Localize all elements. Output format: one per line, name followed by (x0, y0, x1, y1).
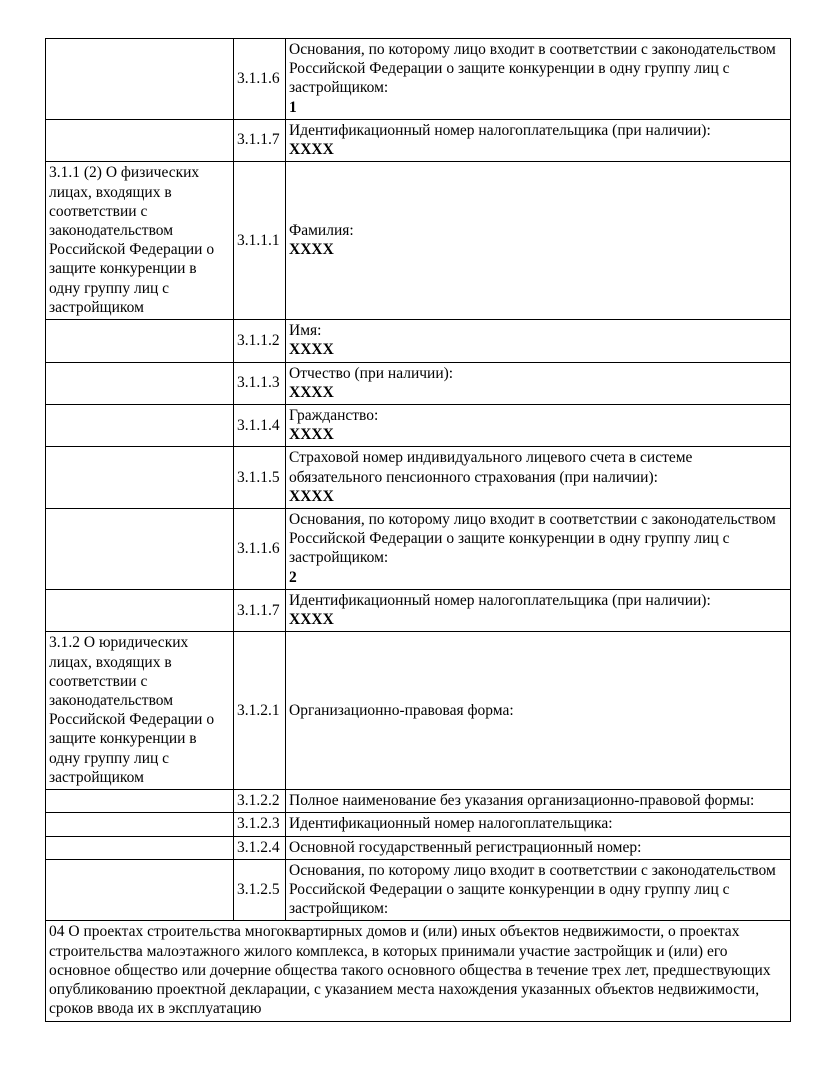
table-row (46, 362, 791, 404)
section-description: 3.1.1 (2) О физических лицах, входящих в соответствии с законодательством Российской Федерации о защите конкуренции в одну группу лиц с застройщиком (46, 162, 234, 320)
field-label: Идентификационный номер налогоплательщика: (289, 815, 613, 833)
item-number: 3.1.1.2 (234, 320, 286, 362)
field-label: Полное наименование без указания организационно-правовой формы: (289, 792, 755, 810)
item-content (286, 509, 791, 590)
item-number: 3.1.2.2 (234, 790, 286, 813)
table-row (46, 859, 791, 921)
field-label: Гражданство: (289, 406, 379, 424)
item-content (286, 447, 791, 509)
item-number: 3.1.1.6 (234, 39, 286, 120)
item-content (286, 813, 791, 836)
field-label: Отчество (при наличии): (289, 364, 454, 382)
item-number: 3.1.2.4 (234, 836, 286, 859)
section-description: 3.1.2 О юридических лицах, входящих в соответствии с законодательством Российской Федерации о защите конкуренции в одну группу лиц с застройщиком (46, 632, 234, 790)
item-number: 3.1.1.5 (234, 447, 286, 509)
item-number: 3.1.1.7 (234, 589, 286, 631)
field-label: Идентификационный номер налогоплательщика (при наличии): (289, 591, 711, 609)
section-description (46, 509, 234, 590)
table-row (46, 790, 791, 813)
table-row (46, 404, 791, 446)
item-number: 3.1.1.4 (234, 404, 286, 446)
table-row-section-04 (46, 921, 791, 1021)
table-row (46, 813, 791, 836)
table-row (46, 836, 791, 859)
item-content (286, 632, 791, 790)
field-label: Организационно-правовая форма: (289, 701, 514, 719)
section-description (46, 320, 234, 362)
section-description (46, 836, 234, 859)
item-number: 3.1.2.3 (234, 813, 286, 836)
item-content (286, 320, 791, 362)
field-label: Основания, по которому лицо входит в соответствии с законодательством Российской Федерации о защите конкуренции в одну группу лиц с застройщиком: (289, 41, 776, 97)
table-row (46, 447, 791, 509)
item-number: 3.1.1.6 (234, 509, 286, 590)
section-description (46, 813, 234, 836)
table-row (46, 119, 791, 161)
item-content (286, 119, 791, 161)
field-label: Страховой номер индивидуального лицевого счета в системе обязательного пенсионного страхования (при наличии): (289, 449, 693, 486)
table-row (46, 320, 791, 362)
item-number: 3.1.2.1 (234, 632, 286, 790)
item-content (286, 362, 791, 404)
section-description (46, 404, 234, 446)
field-value: ХХХХ (289, 241, 334, 259)
item-content (286, 859, 791, 921)
table-row (46, 632, 791, 790)
field-value: ХХХХ (289, 426, 334, 444)
item-number: 3.1.1.1 (234, 162, 286, 320)
declaration-table (45, 38, 791, 1022)
section-04-heading: 04 О проектах строительства многоквартирных домов и (или) иных объектов недвижимости, о проектах строительства малоэтажного жилого комплекса, в которых принимали участие застройщик и (или) его основное общество или дочерние общества такого основного общества в течение трех лет, предшествующих опубликованию проектной декларации, с указанием места нахождения указанных объектов недвижимости, сроков ввода их в эксплуатацию (46, 921, 791, 1021)
field-value: ХХХХ (289, 341, 334, 359)
field-value: 2 (289, 568, 297, 586)
item-content (286, 39, 791, 120)
field-label: Основания, по которому лицо входит в соответствии с законодательством Российской Федерации о защите конкуренции в одну группу лиц с застройщиком: (289, 861, 776, 918)
table-row (46, 162, 791, 320)
field-label: Основания, по которому лицо входит в соответствии с законодательством Российской Федерации о защите конкуренции в одну группу лиц с застройщиком: (289, 511, 776, 567)
item-content (286, 162, 791, 320)
section-description (46, 447, 234, 509)
item-content (286, 589, 791, 631)
section-description (46, 790, 234, 813)
field-label: Основной государственный регистрационный номер: (289, 838, 642, 856)
item-content (286, 836, 791, 859)
table-row (46, 509, 791, 590)
item-number: 3.1.1.7 (234, 119, 286, 161)
field-value: 1 (289, 98, 297, 116)
item-number: 3.1.2.5 (234, 859, 286, 921)
field-value: ХХХХ (289, 141, 334, 159)
section-description (46, 362, 234, 404)
field-value: ХХХХ (289, 487, 334, 505)
field-value: ХХХХ (289, 383, 334, 401)
item-content (286, 404, 791, 446)
section-description (46, 859, 234, 921)
table-row (46, 39, 791, 120)
field-label: Фамилия: (289, 221, 354, 239)
table-row (46, 589, 791, 631)
item-number: 3.1.1.3 (234, 362, 286, 404)
section-description (46, 119, 234, 161)
field-label: Имя: (289, 322, 322, 340)
section-description (46, 589, 234, 631)
item-content (286, 790, 791, 813)
field-label: Идентификационный номер налогоплательщика (при наличии): (289, 121, 711, 139)
field-value: ХХХХ (289, 611, 334, 629)
section-description (46, 39, 234, 120)
